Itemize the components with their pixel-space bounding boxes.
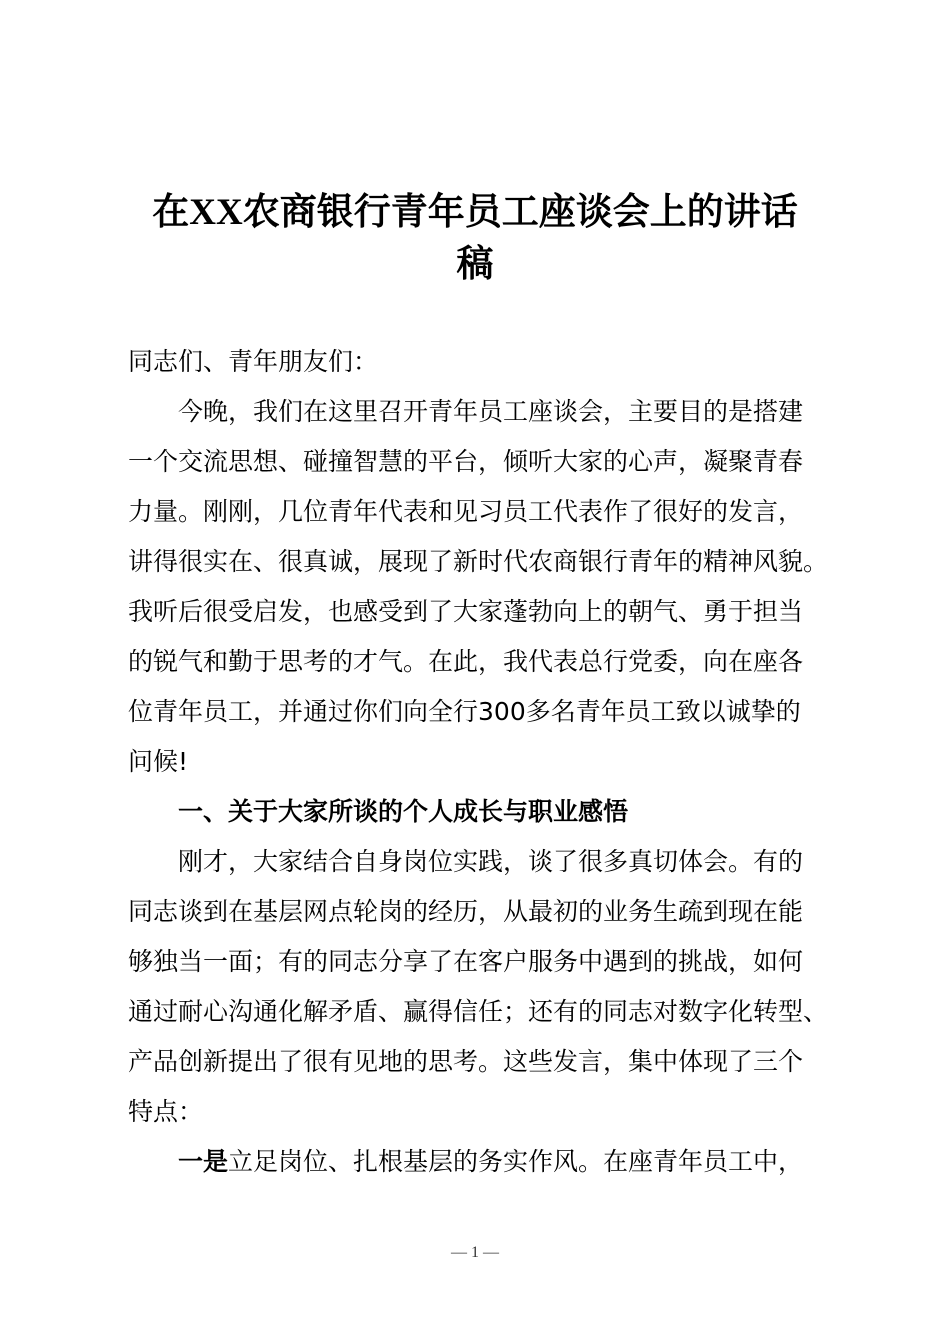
document-title <box>0 187 950 291</box>
text-line: 力量。刚刚，几位青年代表和见习员工代表作了很好的发言， <box>128 497 804 526</box>
text-line: 特点： <box>128 1097 204 1126</box>
text-line: 够独当一面；有的同志分享了在客户服务中遇到的挑战，如何 <box>128 947 804 976</box>
salutation: 同志们、青年朋友们： <box>128 347 379 376</box>
text-line: 位青年员工，并通过你们向全行300多名青年员工致以诚挚的 <box>128 697 801 726</box>
section-heading: 一、关于大家所谈的个人成长与职业感悟 <box>178 797 629 826</box>
title-line-2: 稿 <box>456 244 494 285</box>
paragraph-opening <box>128 387 840 787</box>
text-line: 讲得很实在、很真诚，展现了新时代农商银行青年的精神风貌。 <box>128 547 829 576</box>
text-line: 我听后很受启发，也感受到了大家蓬勃向上的朝气、勇于担当 <box>128 597 804 626</box>
text-line: 产品创新提出了很有见地的思考。这些发言，集中体现了三个 <box>128 1047 804 1076</box>
text-line: 的锐气和勤于思考的才气。在此，我代表总行党委，向在座各 <box>128 647 804 676</box>
text-line: 通过耐心沟通化解矛盾、赢得信任；还有的同志对数字化转型、 <box>128 997 829 1026</box>
text-line: 同志谈到在基层网点轮岗的经历，从最初的业务生疏到现在能 <box>128 897 804 926</box>
point-label: 一是 <box>178 1147 229 1176</box>
page-number: — 1 — <box>451 1244 499 1261</box>
paragraph-section1 <box>128 837 840 1137</box>
point-text: 立足岗位、扎根基层的务实作风。在座青年员工中， <box>228 1147 804 1176</box>
document-body <box>128 337 840 1187</box>
text-line: 刚才，大家结合自身岗位实践，谈了很多真切体会。有的 <box>178 847 804 876</box>
text-line: 一个交流思想、碰撞智慧的平台，倾听大家的心声，凝聚青春 <box>128 447 804 476</box>
text-line: 问候! <box>128 747 189 776</box>
paragraph-point-one <box>128 1137 840 1187</box>
title-line-1: 在XX农商银行青年员工座谈会上的讲话 <box>152 192 798 233</box>
text-line: 今晚，我们在这里召开青年员工座谈会，主要目的是搭建 <box>178 397 804 426</box>
